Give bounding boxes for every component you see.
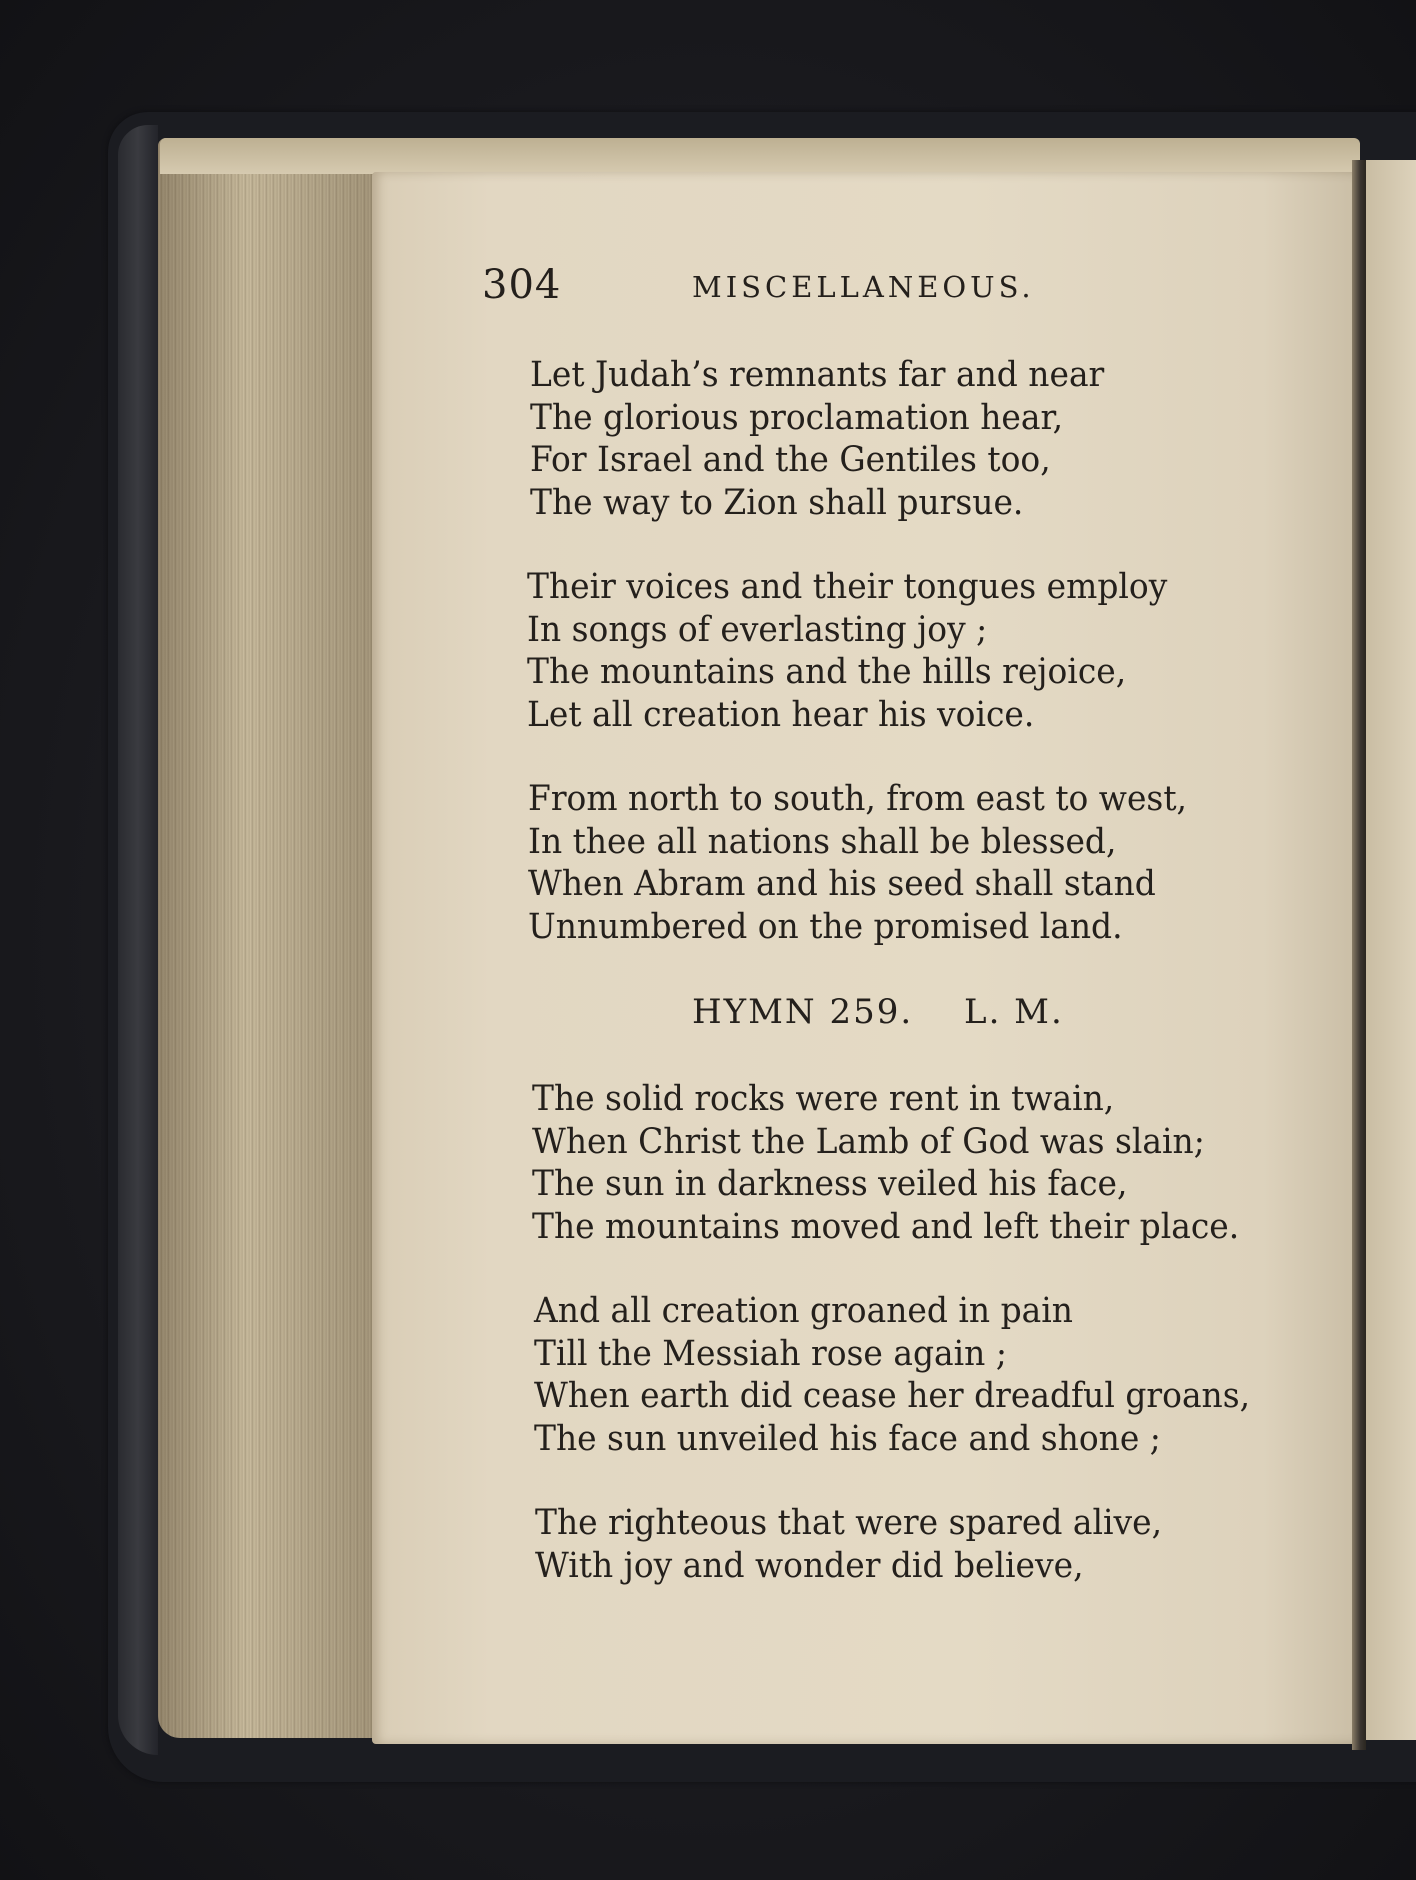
verse-line: Their voices and their tongues employ: [527, 567, 1168, 607]
verse-line: Let all creation hear his voice.: [527, 694, 1035, 735]
page-number: 304: [482, 262, 562, 308]
verse-line: And all creation groaned in pain: [534, 1291, 1073, 1331]
stanza-1: [530, 354, 1104, 524]
verse-line: In thee all nations shall be blessed,: [528, 821, 1117, 862]
running-title: MISCELLANEOUS.: [692, 270, 1035, 304]
verse-line: The glorious proclamation hear,: [530, 397, 1064, 438]
hymn-stanza-2: [534, 1290, 1250, 1460]
verse-line: The sun in darkness veiled his face,: [532, 1164, 1128, 1204]
verse-line: From north to south, from east to west,: [528, 779, 1187, 819]
hymn-heading: [692, 992, 1064, 1032]
verse-line: Unnumbered on the promised land.: [528, 906, 1123, 947]
verse-line: Let Judah’s remnants far and near: [530, 355, 1105, 395]
verse-line: The righteous that were spared alive,: [535, 1503, 1163, 1543]
stanza-2: [527, 566, 1167, 736]
hymn-title: HYMN 259.: [692, 992, 914, 1032]
verse-line: When Christ the Lamb of God was slain;: [532, 1121, 1205, 1162]
verse-line: Till the Messiah rose again ;: [534, 1333, 1007, 1374]
verse-line: The solid rocks were rent in twain,: [532, 1079, 1115, 1119]
verse-line: The sun unveiled his face and shone ;: [534, 1418, 1161, 1459]
hymn-stanza-3: [535, 1502, 1162, 1587]
verse-line: When Abram and his seed shall stand: [528, 864, 1156, 904]
verse-line: The mountains and the hills rejoice,: [527, 652, 1127, 692]
verse-line: When earth did cease her dreadful groans,: [534, 1376, 1251, 1416]
verse-line: For Israel and the Gentiles too,: [530, 440, 1051, 480]
hymn-meter: L. M.: [963, 992, 1064, 1032]
hymn-stanza-1: [532, 1078, 1239, 1248]
verse-line: With joy and wonder did believe,: [535, 1545, 1084, 1586]
verse-line: The mountains moved and left their place.: [532, 1206, 1240, 1247]
verse-line: The way to Zion shall pursue.: [530, 482, 1024, 523]
verse-line: In songs of everlasting joy ;: [527, 609, 988, 650]
stanza-3: [528, 778, 1187, 948]
